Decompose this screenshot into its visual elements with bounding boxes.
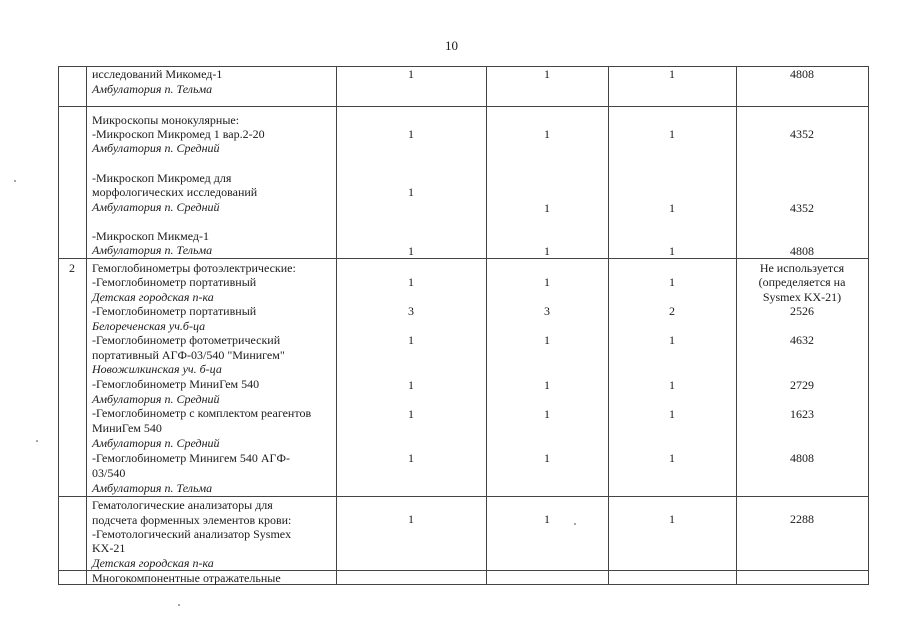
quantity-col1: 3 — [408, 304, 414, 318]
item-name-line: Микроскопы монокулярные: — [92, 113, 240, 127]
item-location-line: Амбулатория п. Средний — [92, 141, 220, 155]
item-name-line: Многокомпонентные отражательные — [92, 571, 281, 585]
item-location-line: Амбулатория п. Средний — [92, 436, 220, 450]
item-name-line: KX-21 — [92, 541, 126, 555]
quantity-col3: 1 — [669, 378, 675, 392]
item-name-line: -Гемоглобинометр фотометрический — [92, 333, 281, 347]
value-col4: 4352 — [790, 201, 814, 215]
quantity-col1: 1 — [408, 275, 414, 289]
item-name-line: Гемоглобинометры фотоэлектрические: — [92, 261, 296, 275]
row-divider — [58, 496, 869, 497]
item-location-line: Амбулатория п. Тельма — [92, 82, 213, 96]
quantity-col2: 1 — [544, 451, 550, 465]
value-col4: 2288 — [790, 512, 814, 526]
quantity-col1: 1 — [408, 127, 414, 141]
item-name-line: исследований Микомед-1 — [92, 67, 223, 81]
quantity-col2: 1 — [544, 407, 550, 421]
item-location-line: Детская городская п-ка — [92, 556, 214, 570]
scan-speck — [178, 604, 180, 606]
column-divider-2 — [336, 66, 337, 585]
row-divider — [58, 258, 869, 259]
quantity-col2: 3 — [544, 304, 550, 318]
item-name-line: -Микроскоп Микромед для — [92, 171, 232, 185]
item-location-line: Детская городская п-ка — [92, 290, 214, 304]
quantity-col3: 2 — [669, 304, 675, 318]
item-name-line: -Гемоглобинометр с комплектом реагентов — [92, 406, 312, 420]
quantity-col2: 1 — [544, 333, 550, 347]
quantity-col1: 1 — [408, 407, 414, 421]
item-name-line: портативный АГФ-03/540 "Минигем" — [92, 348, 285, 362]
item-name-line: морфологических исследований — [92, 185, 258, 199]
column-divider-1 — [86, 66, 87, 585]
quantity-col1: 1 — [408, 67, 414, 81]
item-name-line: -Микроскоп Микмед-1 — [92, 229, 209, 243]
quantity-col2: 1 — [544, 127, 550, 141]
quantity-col3: 1 — [669, 67, 675, 81]
item-name-line: -Гемотологический анализатор Sysmex — [92, 527, 292, 541]
quantity-col3: 1 — [669, 451, 675, 465]
quantity-col1: 1 — [408, 185, 414, 199]
item-name-line: Гематологические анализаторы для — [92, 498, 273, 512]
value-col4-note: (определяется на — [758, 275, 846, 289]
value-col4: 4808 — [790, 451, 814, 465]
quantity-col3: 1 — [669, 201, 675, 215]
quantity-col2: 1 — [544, 512, 550, 526]
column-divider-5 — [736, 66, 737, 585]
quantity-col2: 1 — [544, 275, 550, 289]
column-divider-3 — [486, 66, 487, 585]
value-col4: 1623 — [790, 407, 814, 421]
item-name-line: -Микроскоп Микромед 1 вар.2-20 — [92, 127, 265, 141]
item-name-line: -Гемоглобинометр портативный — [92, 304, 257, 318]
item-location-line: Амбулатория п. Тельма — [92, 481, 213, 495]
quantity-col1: 1 — [408, 451, 414, 465]
quantity-col2: 1 — [544, 67, 550, 81]
scan-speck — [14, 180, 16, 182]
item-location-line: Новожилкинская уч. б-ца — [92, 362, 222, 376]
value-col4: 4632 — [790, 333, 814, 347]
column-divider-4 — [608, 66, 609, 585]
quantity-col3: 1 — [669, 275, 675, 289]
table-border-right — [868, 66, 869, 585]
item-location-line: Амбулатория п. Средний — [92, 392, 220, 406]
page-number: 10 — [445, 38, 458, 53]
quantity-col3: 1 — [669, 407, 675, 421]
value-col4-note: Не используется — [759, 261, 845, 275]
item-name-line: подсчета форменных элементов крови: — [92, 513, 292, 527]
item-name-line: -Гемоглобинометр Минигем 540 АГФ- — [92, 451, 290, 465]
value-col4: 4808 — [790, 67, 814, 81]
quantity-col2: 1 — [544, 244, 550, 258]
item-location-line: Амбулатория п. Средний — [92, 200, 220, 214]
quantity-col3: 1 — [669, 333, 675, 347]
scan-speck — [574, 523, 576, 525]
item-name-line: МиниГем 540 — [92, 421, 162, 435]
item-location-line: Амбулатория п. Тельма — [92, 243, 213, 257]
quantity-col2: 1 — [544, 378, 550, 392]
item-name-line: -Гемоглобинометр портативный — [92, 275, 257, 289]
value-col4-note: Sysmex KX-21) — [762, 290, 842, 304]
quantity-col3: 1 — [669, 127, 675, 141]
quantity-col1: 1 — [408, 512, 414, 526]
item-name-line: -Гемоглобинометр МиниГем 540 — [92, 377, 260, 391]
item-location-line: Белореченская уч.б-ца — [92, 319, 206, 333]
value-col4: 2526 — [790, 304, 814, 318]
table-border-left — [58, 66, 59, 585]
row-divider — [58, 106, 869, 107]
value-col4: 2729 — [790, 378, 814, 392]
quantity-col1: 1 — [408, 333, 414, 347]
scan-speck — [36, 440, 38, 442]
value-col4: 4352 — [790, 127, 814, 141]
quantity-col1: 1 — [408, 244, 414, 258]
item-name-line: 03/540 — [92, 466, 126, 480]
quantity-col1: 1 — [408, 378, 414, 392]
row-number: 2 — [69, 261, 75, 275]
quantity-col3: 1 — [669, 512, 675, 526]
value-col4: 4808 — [790, 244, 814, 258]
quantity-col2: 1 — [544, 201, 550, 215]
quantity-col3: 1 — [669, 244, 675, 258]
